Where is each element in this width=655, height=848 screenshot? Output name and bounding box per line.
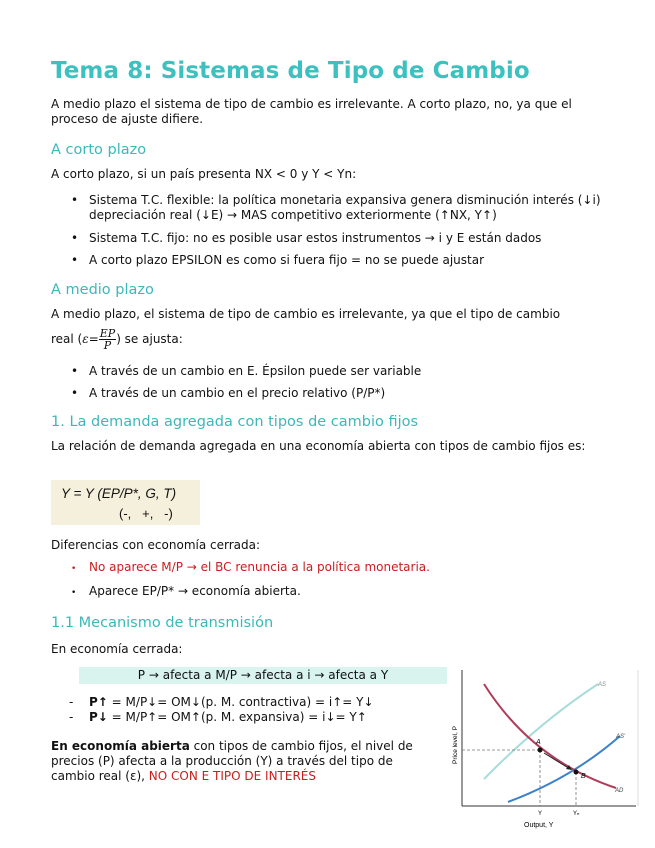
list-item: • A través de un cambio en E. Épsilon puede ser variable	[51, 364, 606, 379]
short-run-lead: A corto plazo, si un país presenta NX < 0 y Y < Yn:	[51, 167, 357, 181]
as-prime-curve	[508, 736, 620, 802]
case-price-rise: - P↑ = M/P↓= OM↓(p. M. contractiva) = i↑= Y↓	[69, 695, 374, 709]
list-item: • A corto plazo EPSILON es como si fuera fijo = no se puede ajustar	[51, 253, 606, 268]
arrow-a-to-b	[544, 753, 570, 769]
aggregate-demand-formula	[51, 480, 200, 525]
point-a-label: A	[536, 739, 541, 746]
formula-line-1: Y = Y (EP/P*, G, T)	[61, 486, 177, 501]
list-item: • Sistema T.C. flexible: la política monetaria expansiva genera disminución interés (↓i) depreciación real (↓E) → MAS competitivo exteriormente (↑NX, Y↑)	[51, 193, 606, 223]
real-exchange-fraction	[99, 328, 116, 351]
as-prime-curve-label: AS'	[616, 734, 626, 740]
ad-curve	[484, 684, 616, 788]
as-curve-label: AS	[598, 682, 607, 688]
epsilon-symbol: ε=	[82, 332, 99, 346]
list-item: • A través de un cambio en el precio relativo (P/P*)	[51, 386, 606, 401]
page-title: Tema 8: Sistemas de Tipo de Cambio	[51, 58, 530, 84]
as-ad-chart-svg	[448, 664, 640, 836]
differences-list	[51, 560, 606, 599]
y-axis-label: Price level, P	[452, 726, 459, 764]
intro-paragraph: A medio plazo el sistema de tipo de cambio es irrelevante. A corto plazo, no, ya que el proceso de ajuste difiere.	[51, 97, 572, 126]
x-tick-y: Y	[538, 811, 543, 817]
formula-signs: (-, +, -)	[119, 506, 173, 521]
point-b-marker	[574, 770, 579, 775]
point-a-marker	[538, 748, 543, 753]
section-1-text: La relación de demanda agregada en una economía abierta con tipos de cambio fijos es:	[51, 439, 586, 453]
fraction-numerator: EP	[99, 327, 116, 340]
differences-lead: Diferencias con economía cerrada:	[51, 538, 261, 552]
ad-curve-label: AD	[615, 788, 624, 794]
case-price-fall: - P↓ = M/P↑= OM↑(p. M. expansiva) = i↓= Y↑	[69, 710, 367, 724]
medium-run-text	[51, 307, 606, 351]
medium-run-line2-post: ) se ajusta:	[116, 332, 183, 346]
x-tick-yn: Yₙ	[573, 811, 580, 817]
heading-section-1-1: 1.1 Mecanismo de transmisión	[51, 615, 274, 631]
medium-run-line2-pre: real (	[51, 332, 83, 346]
closed-economy-lead: En economía cerrada:	[51, 642, 183, 656]
open-economy-paragraph: En economía abierta con tipos de cambio fijos, el nivel de precios (P) afecta a la producción (Y) a través del tipo de cambio real (ε), NO CON E TIPO DE INTERÉS	[51, 739, 413, 783]
list-item: • Sistema T.C. fijo: no es posible usar estos instrumentos → i y E están dados	[51, 231, 606, 246]
as-ad-chart	[448, 664, 640, 836]
list-item: • Aparece EP/P* → economía abierta.	[51, 584, 606, 599]
heading-short-run: A corto plazo	[51, 142, 147, 158]
transmission-chain: P → afecta a M/P → afecta a i → afecta a Y	[79, 667, 447, 684]
closed-economy-cases	[69, 695, 374, 725]
short-run-list	[51, 193, 606, 268]
fraction-denominator: P	[103, 339, 112, 352]
heading-section-1: 1. La demanda agregada con tipos de cambio fijos	[51, 414, 419, 430]
list-item: • No aparece M/P → el BC renuncia a la política monetaria.	[51, 560, 606, 575]
heading-medium-run: A medio plazo	[51, 282, 154, 298]
medium-run-line1: A medio plazo, el sistema de tipo de cambio es irrelevante, ya que el tipo de cambio	[51, 307, 561, 321]
point-b-label: B	[581, 773, 586, 780]
medium-run-list	[51, 364, 606, 401]
x-axis-label: Output, Y	[524, 822, 554, 829]
